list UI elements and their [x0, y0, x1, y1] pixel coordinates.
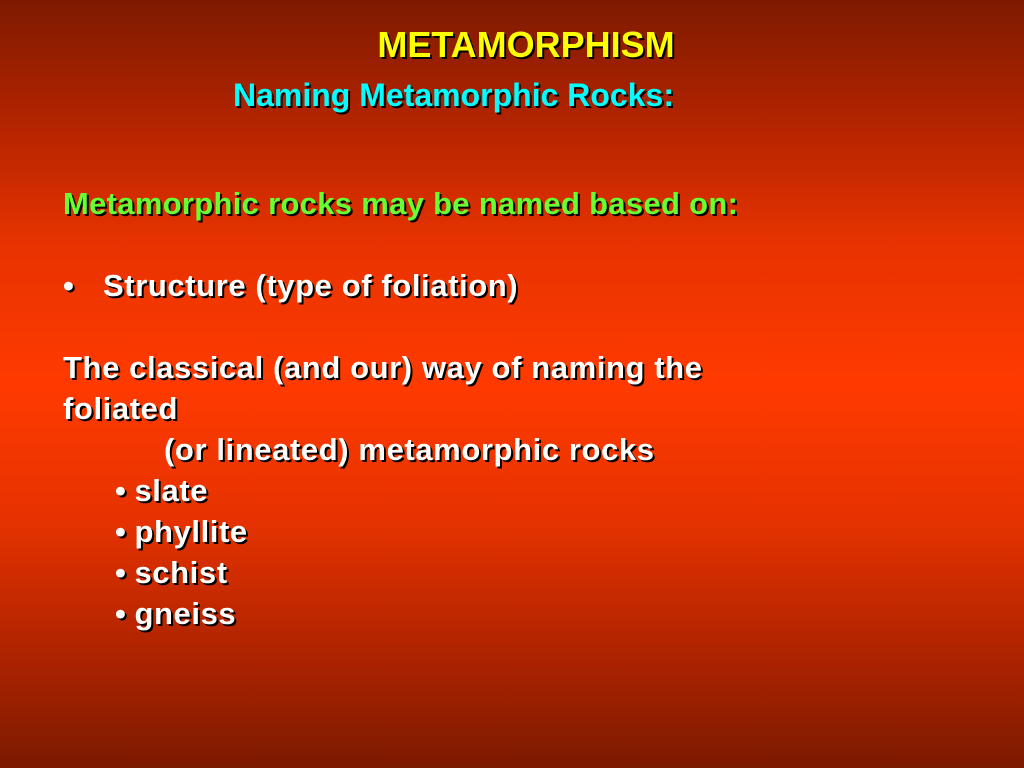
slide-title: METAMORPHISM — [377, 24, 675, 65]
bullet-symbol: • — [115, 555, 127, 590]
intro-text: Metamorphic rocks may be named based on: — [63, 186, 739, 221]
rock-name: phyllite — [134, 514, 248, 549]
rock-name: gneiss — [134, 596, 237, 631]
paragraph-line-3: (or lineated) metamorphic rocks — [164, 432, 655, 467]
bullet-symbol: • — [63, 268, 75, 303]
bullet-symbol: • — [115, 514, 127, 549]
paragraph-line-2: foliated — [63, 391, 179, 426]
rock-list-item — [115, 557, 228, 588]
structure-bullet-text: Structure (type of foliation) — [103, 268, 519, 303]
rock-list-item — [115, 516, 248, 547]
structure-bullet — [63, 270, 518, 301]
rock-name: slate — [134, 473, 209, 508]
slide-subtitle: Naming Metamorphic Rocks: — [233, 77, 674, 113]
paragraph-line-1: The classical (and our) way of naming the — [63, 350, 703, 385]
rock-list-item — [115, 598, 236, 629]
rock-list-item — [115, 475, 208, 506]
rock-name: schist — [134, 555, 228, 590]
bullet-symbol: • — [115, 473, 127, 508]
bullet-symbol: • — [115, 596, 127, 631]
